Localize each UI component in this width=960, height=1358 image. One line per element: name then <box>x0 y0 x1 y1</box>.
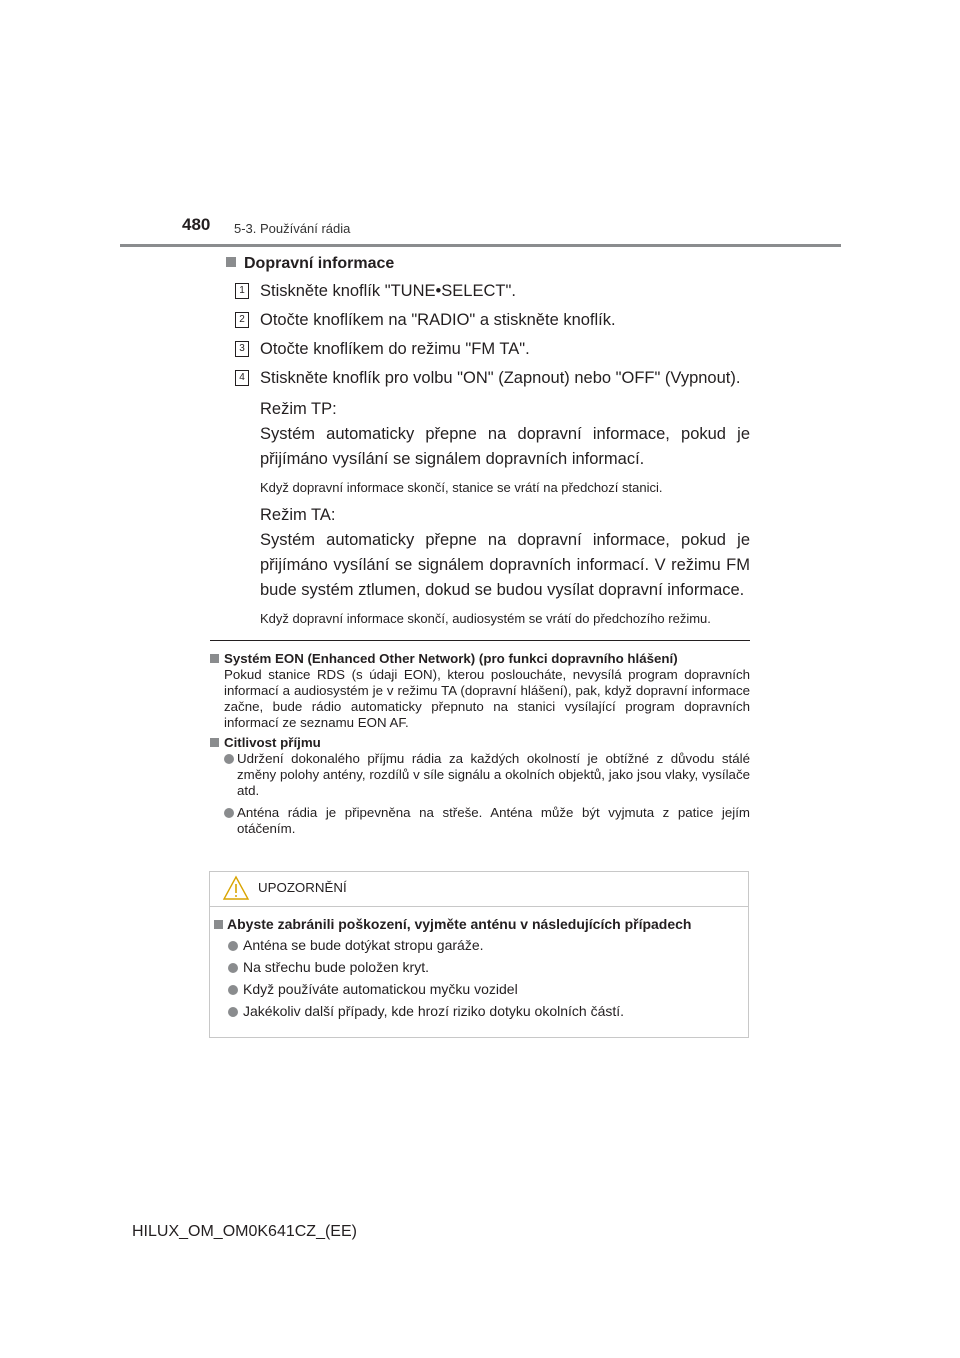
step-number-3: 3 <box>235 341 249 357</box>
circle-bullet-icon <box>228 985 238 995</box>
caution-body <box>210 916 748 1025</box>
caution-title-text: Abyste zabránili poškození, vyjměte anténu v následujících případech <box>227 916 692 932</box>
traffic-heading <box>226 255 394 273</box>
tp-mode-note: Když dopravní informace skončí, stanice se vrátí na předchozí stanici. <box>260 480 663 495</box>
caution-box <box>209 871 749 1038</box>
header-divider <box>120 244 841 247</box>
step-text: Otočte knoflíkem do režimu "FM TA". <box>260 340 530 358</box>
page-number: 480 <box>182 215 211 234</box>
step-number-4: 4 <box>235 370 249 386</box>
step-text: Stiskněte knoflík "TUNE•SELECT". <box>260 282 516 300</box>
caution-item-text: Anténa se bude dotýkat stropu garáže. <box>243 937 484 953</box>
tp-mode-text: Systém automaticky přepne na dopravní informace, pokud je přijímáno vysílání se signálem dopravních informací. <box>260 425 750 468</box>
step-text: Otočte knoflíkem na "RADIO" a stiskněte knoflík. <box>260 311 616 329</box>
step-text: Stiskněte knoflík pro volbu "ON" (Zapnout) nebo "OFF" (Vypnout). <box>260 369 741 387</box>
list-item <box>210 959 748 976</box>
steps-list <box>235 279 750 634</box>
ta-mode-note: Když dopravní informace skončí, audiosystém se vrátí do předchozího režimu. <box>260 611 711 626</box>
step-4 <box>235 366 750 391</box>
sensitivity-title-text: Citlivost příjmu <box>224 735 321 750</box>
sensitivity-item-text: Udržení dokonalého příjmu rádia za každých okolností je obtížné z důvodu stálé změny polohy antény, rozdílů v síle signálu a okolních objektů, jako jsou vlaky, vysílače atd. <box>237 751 750 798</box>
square-bullet-icon <box>210 738 219 747</box>
caution-label: UPOZORNĚNÍ <box>258 880 347 895</box>
eon-title <box>210 651 750 667</box>
tp-mode-label: Režim TP: <box>260 400 337 418</box>
step-1 <box>235 279 750 304</box>
caution-header <box>210 872 748 907</box>
eon-title-text: Systém EON (Enhanced Other Network) (pro funkci dopravního hlášení) <box>224 651 678 666</box>
sensitivity-title <box>210 735 750 751</box>
section-title: 5-3. Používání rádia <box>234 221 351 236</box>
ta-mode-text: Systém automaticky přepne na dopravní informace, pokud je přijímáno vysílání se signálem dopravních informací. V režimu FM bude systém ztlumen, dokud se budou vysílat dopravní informace. <box>260 531 750 599</box>
eon-text: Pokud stanice RDS (s údaji EON), kterou posloucháte, nevysílá program dopravních informací a audiosystém je v režimu TA (dopravní hlášení), pak, když dopravní informace začne, bude rádio automaticky přepnuto na stanici vysílající program dopravních informací ze seznamu EON AF. <box>224 667 750 730</box>
circle-bullet-icon <box>224 808 234 818</box>
square-bullet-icon <box>214 920 223 929</box>
square-bullet-icon <box>210 654 219 663</box>
notes-section <box>210 651 750 843</box>
step-number-1: 1 <box>235 283 249 299</box>
caution-title <box>210 916 748 933</box>
warning-triangle-icon <box>222 875 250 901</box>
document-code: HILUX_OM_OM0K641CZ_(EE) <box>132 1223 357 1240</box>
traffic-heading-text: Dopravní informace <box>244 255 395 272</box>
circle-bullet-icon <box>228 1007 238 1017</box>
step-number-2: 2 <box>235 312 249 328</box>
sensitivity-item-text: Anténa rádia je připevněna na střeše. Anténa může být vyjmuta z patice jejím otáčením. <box>237 805 750 836</box>
list-item <box>210 805 750 837</box>
ta-mode-label: Režim TA: <box>260 506 336 524</box>
step-2 <box>235 308 750 333</box>
step-3 <box>235 337 750 362</box>
list-item <box>210 751 750 799</box>
caution-item-text: Když používáte automatickou myčku vozidel <box>243 981 518 997</box>
circle-bullet-icon <box>224 754 234 764</box>
caution-item-text: Na střechu bude položen kryt. <box>243 959 429 975</box>
caution-item-text: Jakékoliv další případy, kde hrozí riziko dotyku okolních částí. <box>243 1003 625 1019</box>
list-item <box>210 981 748 998</box>
circle-bullet-icon <box>228 963 238 973</box>
section-divider <box>210 640 750 641</box>
list-item <box>210 937 748 954</box>
list-item <box>210 1003 748 1020</box>
square-bullet-icon <box>226 257 236 267</box>
circle-bullet-icon <box>228 941 238 951</box>
